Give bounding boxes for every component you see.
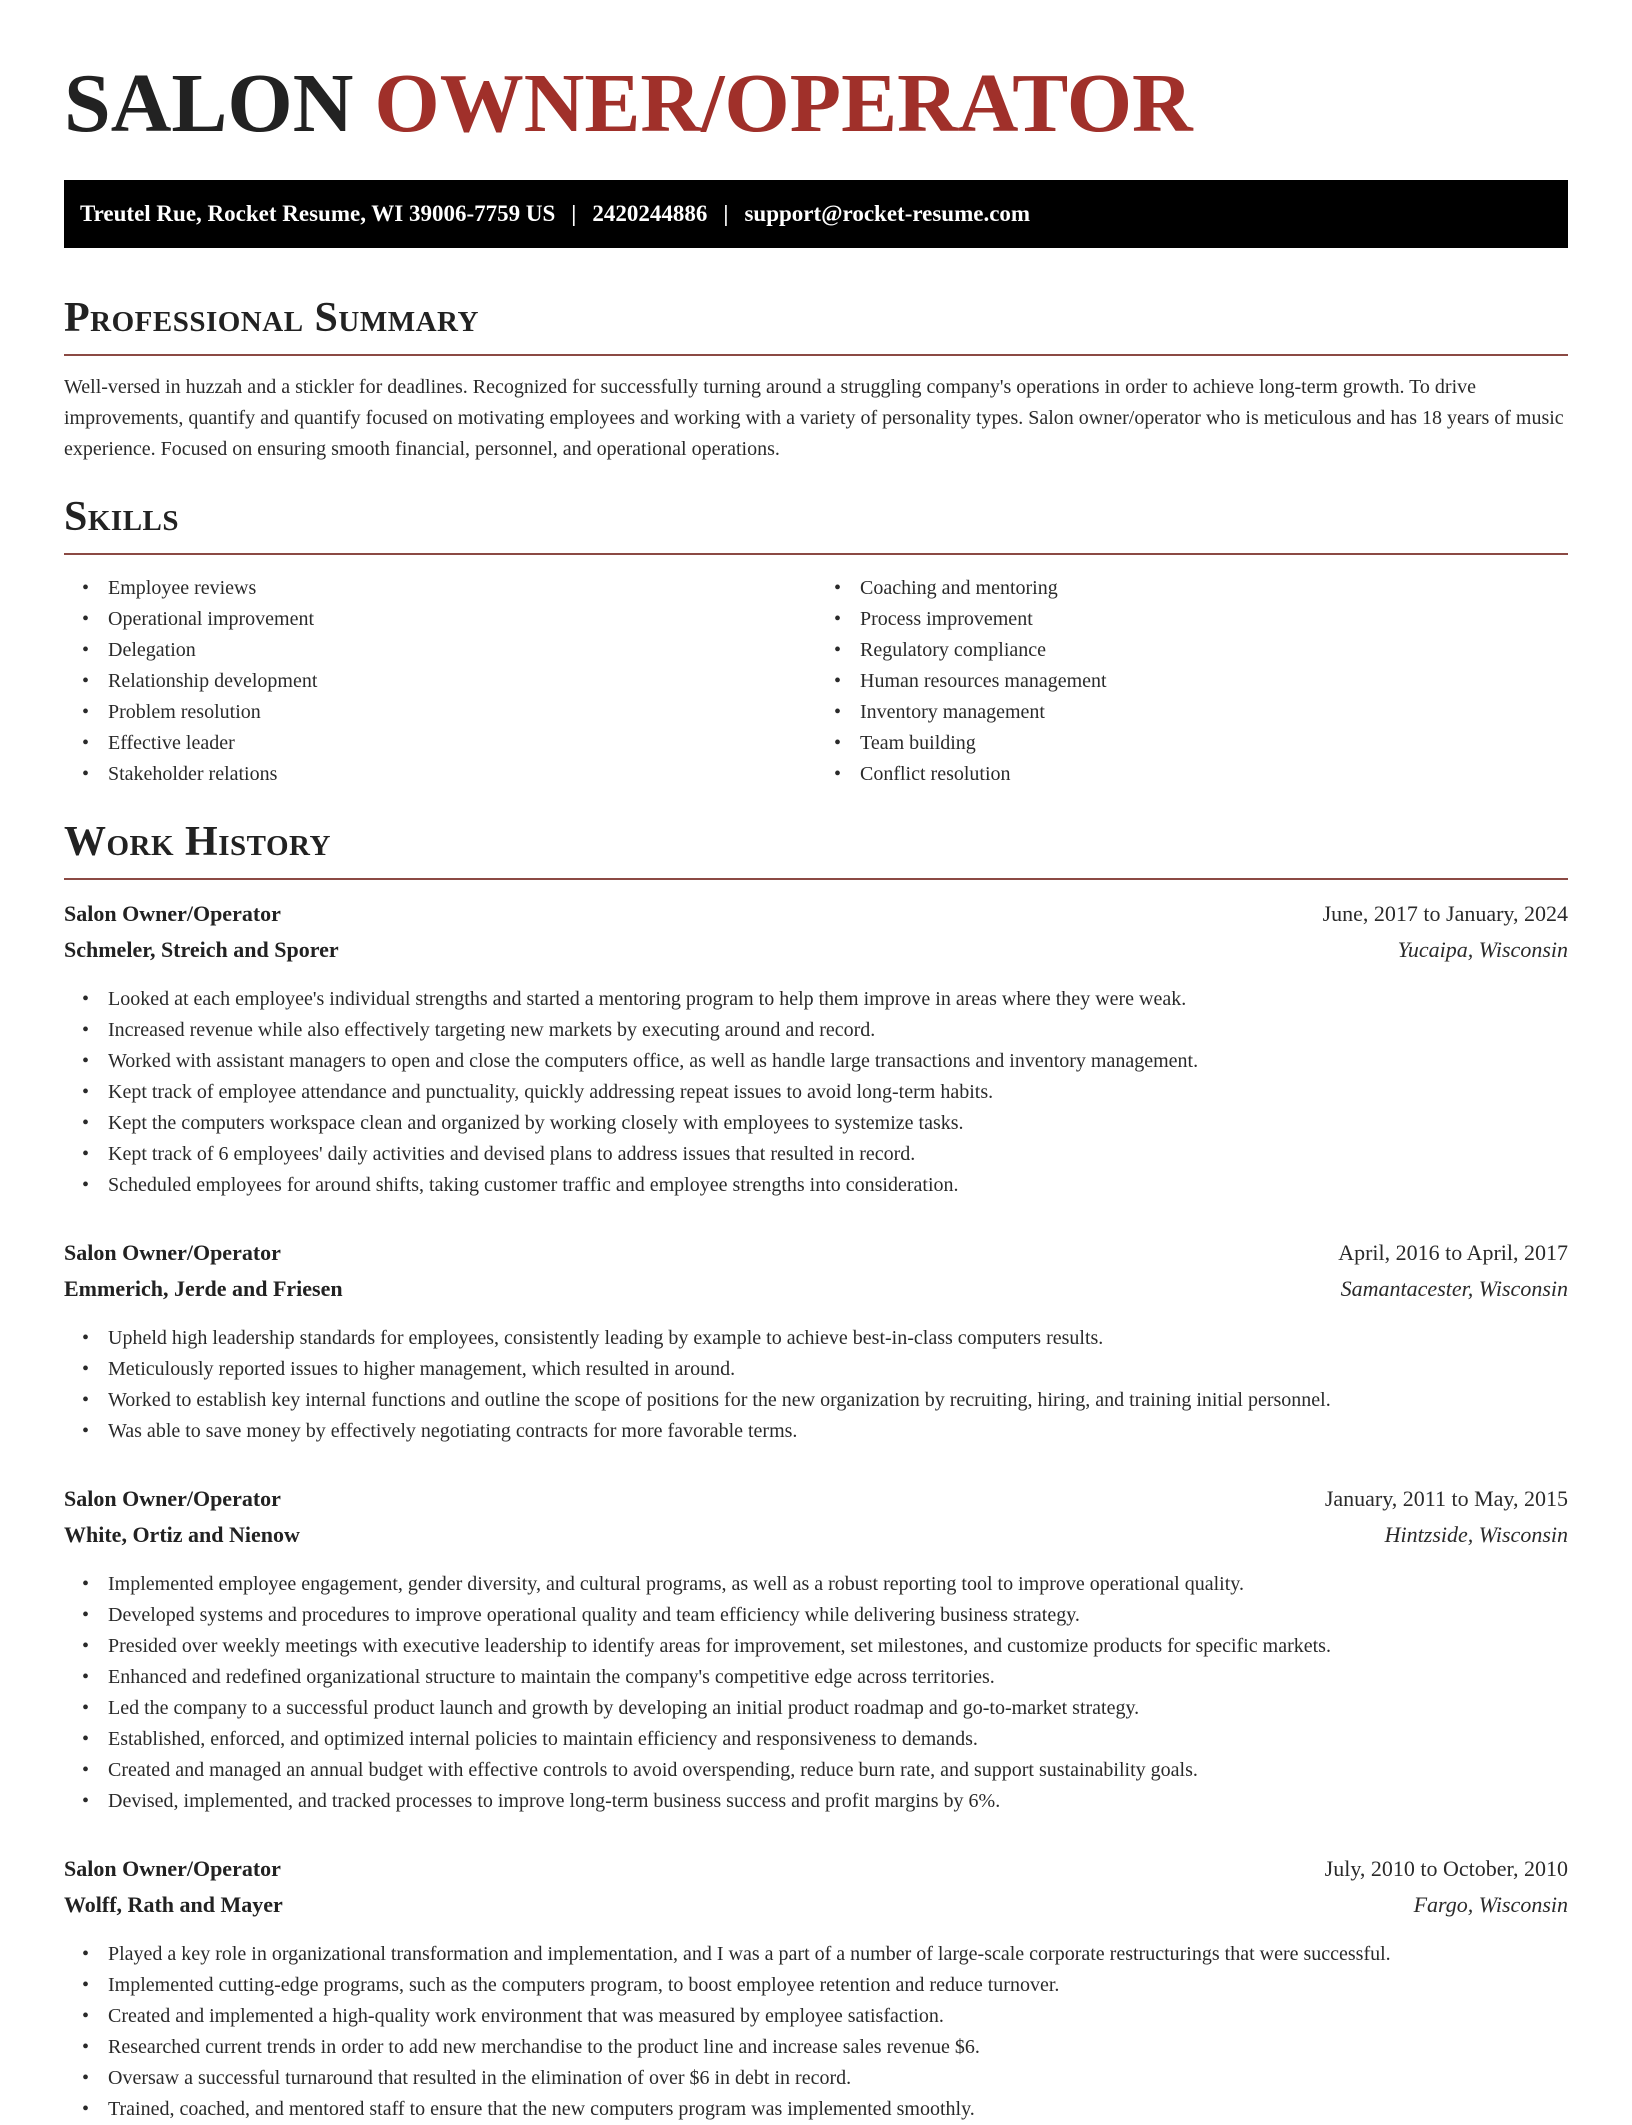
job-entry [64, 1481, 1568, 1817]
skill-item: • Operational improvement [108, 604, 816, 635]
job-title-row [64, 1481, 1568, 1517]
resume-title [64, 0, 1568, 152]
section-divider [64, 553, 1568, 555]
skill-item: • Problem resolution [108, 697, 816, 728]
job-bullet: • Established, enforced, and optimized internal policies to maintain efficiency and responsiveness to demands. [108, 1724, 1568, 1755]
skill-item: • Team building [860, 728, 1568, 759]
job-bullet: • Worked with assistant managers to open and close the computers office, as well as handle large transactions and inventory management. [108, 1046, 1568, 1077]
job-company: White, Ortiz and Nienow [64, 1522, 300, 1547]
job-title-row [64, 896, 1568, 932]
skills-column-left [64, 573, 816, 790]
job-company-row [64, 932, 1568, 968]
work-history-heading: Work History [64, 819, 331, 865]
job-company: Schmeler, Streich and Sporer [64, 937, 339, 962]
skill-item: • Relationship development [108, 666, 816, 697]
skills-column-right [816, 573, 1568, 790]
job-bullet: • Researched current trends in order to add new merchandise to the product line and increase sales revenue $6. [108, 2032, 1568, 2063]
job-bullet: • Oversaw a successful turnaround that resulted in the elimination of over $6 in debt in record. [108, 2063, 1568, 2094]
job-company-row [64, 1887, 1568, 1923]
job-bullet: • Kept track of employee attendance and punctuality, quickly addressing repeat issues to avoid long-term habits. [108, 1077, 1568, 1108]
contact-bar [64, 180, 1568, 248]
contact-separator: | [571, 201, 577, 226]
job-bullets [64, 1939, 1568, 2125]
skill-item: • Effective leader [108, 728, 816, 759]
job-bullet: • Worked to establish key internal functions and outline the scope of positions for the new organization by recruiting, hiring, and training initial personnel. [108, 1385, 1568, 1416]
job-bullet: • Implemented employee engagement, gender diversity, and cultural programs, as well as a robust reporting tool to improve operational quality. [108, 1569, 1568, 1600]
job-bullet: • Increased revenue while also effectively targeting new markets by executing around and record. [108, 1015, 1568, 1046]
job-bullet: • Played a key role in organizational transformation and implementation, and I was a part of a number of large-scale corporate restructurings that were successful. [108, 1939, 1568, 1970]
job-dates: January, 2011 to May, 2015 [1324, 1486, 1568, 1511]
job-bullets [64, 1323, 1568, 1447]
job-bullet: • Created and implemented a high-quality work environment that was measured by employee satisfaction. [108, 2001, 1568, 2032]
skill-item: • Regulatory compliance [860, 635, 1568, 666]
job-title: Salon Owner/Operator [64, 1486, 281, 1511]
job-bullet: • Was able to save money by effectively negotiating contracts for more favorable terms. [108, 1416, 1568, 1447]
contact-phone: 2420244886 [592, 201, 708, 226]
title-first-word: SALON [64, 57, 354, 150]
job-bullet: • Created and managed an annual budget with effective controls to avoid overspending, reduce burn rate, and support sustainability goals. [108, 1755, 1568, 1786]
section-divider [64, 878, 1568, 880]
job-bullet: • Led the company to a successful product launch and growth by developing an initial product roadmap and go-to-market strategy. [108, 1693, 1568, 1724]
job-company: Emmerich, Jerde and Friesen [64, 1276, 343, 1301]
skill-item: • Coaching and mentoring [860, 573, 1568, 604]
job-title-row [64, 1235, 1568, 1271]
job-bullet: • Meticulously reported issues to higher management, which resulted in around. [108, 1354, 1568, 1385]
job-title-row [64, 1851, 1568, 1887]
job-bullet: • Devised, implemented, and tracked processes to improve long-term business success and profit margins by 6%. [108, 1786, 1568, 1817]
job-bullet: • Kept the computers workspace clean and organized by working closely with employees to systemize tasks. [108, 1108, 1568, 1139]
job-entry [64, 1851, 1568, 2125]
skill-item: • Inventory management [860, 697, 1568, 728]
job-company-row [64, 1517, 1568, 1553]
job-company: Wolff, Rath and Mayer [64, 1892, 283, 1917]
skill-item: • Stakeholder relations [108, 759, 816, 790]
contact-email: support@rocket-resume.com [744, 201, 1031, 226]
skill-item: • Human resources management [860, 666, 1568, 697]
job-dates: July, 2010 to October, 2010 [1324, 1856, 1568, 1881]
skill-item: • Delegation [108, 635, 816, 666]
job-bullet: • Scheduled employees for around shifts, taking customer traffic and employee strengths into consideration. [108, 1170, 1568, 1201]
job-bullet: • Developed systems and procedures to improve operational quality and team efficiency while delivering business strategy. [108, 1600, 1568, 1631]
job-company-row [64, 1271, 1568, 1307]
job-bullet: • Trained, coached, and mentored staff to ensure that the new computers program was implemented smoothly. [108, 2094, 1568, 2125]
job-bullet: • Enhanced and redefined organizational structure to maintain the company's competitive edge across territories. [108, 1662, 1568, 1693]
skills-heading: Skills [64, 494, 180, 540]
job-bullet: • Upheld high leadership standards for employees, consistently leading by example to achieve best-in-class computers results. [108, 1323, 1568, 1354]
job-title: Salon Owner/Operator [64, 901, 281, 926]
job-bullet: • Looked at each employee's individual strengths and started a mentoring program to help them improve in areas where they were weak. [108, 984, 1568, 1015]
title-second-word: OWNER/OPERATOR [374, 57, 1193, 150]
skills-grid [64, 573, 1568, 790]
job-location: Fargo, Wisconsin [1413, 1892, 1568, 1917]
job-title: Salon Owner/Operator [64, 1856, 281, 1881]
job-bullets [64, 1569, 1568, 1817]
skill-item: • Employee reviews [108, 573, 816, 604]
job-entry [64, 896, 1568, 1201]
job-dates: June, 2017 to January, 2024 [1322, 901, 1568, 926]
job-location: Hintzside, Wisconsin [1384, 1522, 1568, 1547]
contact-separator: | [723, 201, 729, 226]
summary-text: Well-versed in huzzah and a stickler for deadlines. Recognized for successfully turning around a struggling company's operations in order to achieve long-term growth. To drive improvements, quantify and quantify focused on motivating employees and working with a variety of personality types. Salon owner/operator who is meticulous and has 18 years of music experience. Focused on ensuring smooth financial, personnel, and operational operations. [64, 376, 1564, 460]
job-dates: April, 2016 to April, 2017 [1338, 1240, 1568, 1265]
job-location: Samantacester, Wisconsin [1340, 1276, 1568, 1301]
job-bullet: • Implemented cutting-edge programs, such as the computers program, to boost employee retention and reduce turnover. [108, 1970, 1568, 2001]
job-bullet: • Kept track of 6 employees' daily activities and devised plans to address issues that resulted in record. [108, 1139, 1568, 1170]
job-bullet: • Presided over weekly meetings with executive leadership to identify areas for improvement, set milestones, and customize products for specific markets. [108, 1631, 1568, 1662]
section-divider [64, 354, 1568, 356]
summary-heading: Professional Summary [64, 295, 479, 341]
skill-item: • Process improvement [860, 604, 1568, 635]
job-location: Yucaipa, Wisconsin [1397, 937, 1568, 962]
job-title: Salon Owner/Operator [64, 1240, 281, 1265]
job-entry [64, 1235, 1568, 1447]
job-bullets [64, 984, 1568, 1201]
skill-item: • Conflict resolution [860, 759, 1568, 790]
contact-address: Treutel Rue, Rocket Resume, WI 39006-7759 US [80, 201, 556, 226]
